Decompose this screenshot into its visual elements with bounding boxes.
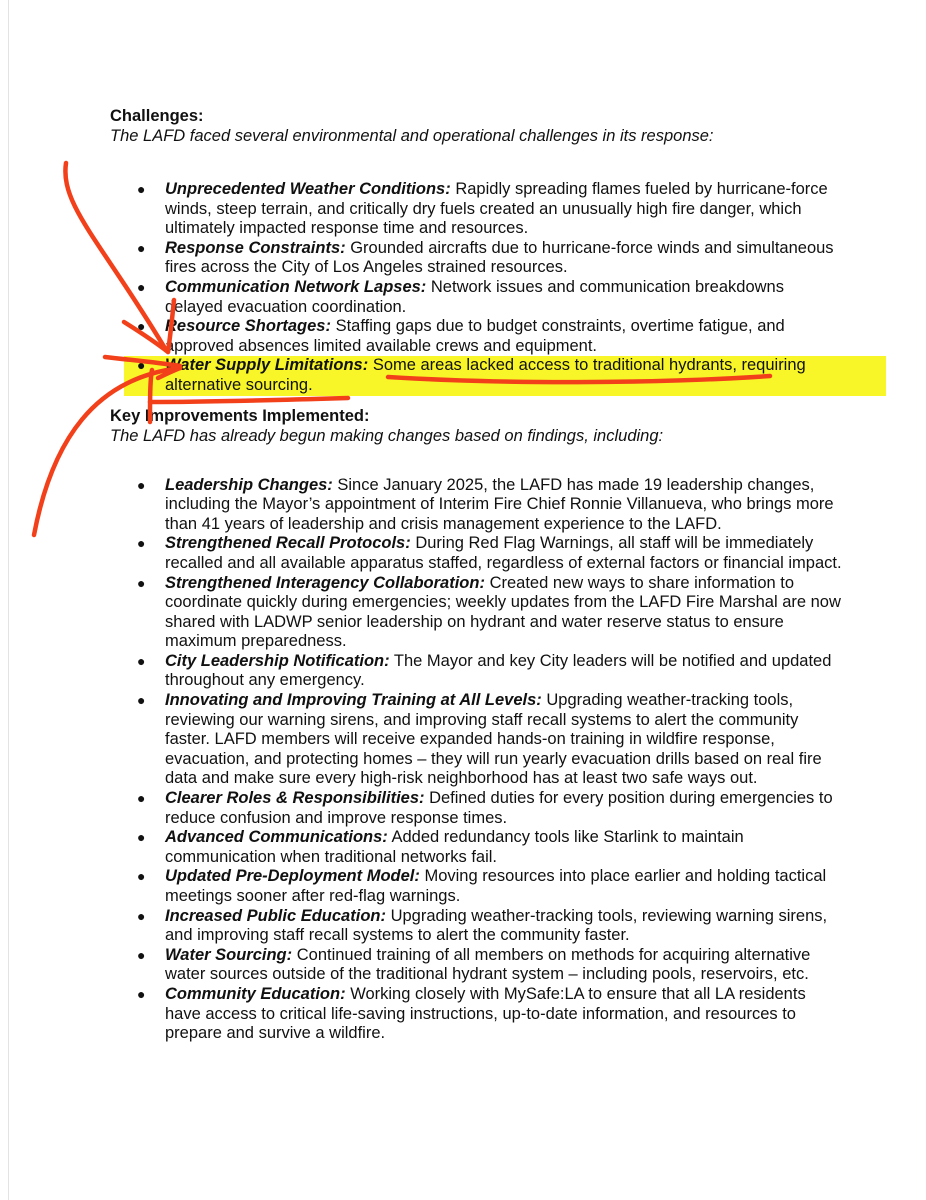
item-text: Upgrading weather-tracking tools, reviewing our warning sirens, and improving staff recall systems to alert the community faster. LAFD members will receive expanded hands-on training in wildfire response, evacuation, and protecting homes – they will run yearly evacuation drills based on real fire data and make sure every high-risk neighborhood has at least two safe ways out. [165, 691, 822, 788]
item-term: Leadership Changes: [165, 475, 333, 494]
item-term: Increased Public Education: [165, 906, 386, 925]
improvements-intro: The LAFD has already begun making changes based on findings, including: [110, 426, 664, 445]
improvement-item [110, 476, 846, 535]
bullet-icon: ● [137, 239, 146, 256]
challenge-item [110, 239, 846, 278]
improvement-item [110, 574, 846, 652]
item-text: Rapidly spreading flames fueled by hurricane-force winds, steep terrain, and critically dry fuels created an unusually high fire danger, which ultimately impacted response time and resources. [165, 180, 828, 238]
item-text: Some areas lacked access to traditional hydrants, requiring alternative sourcing. [165, 356, 806, 394]
item-text: Network issues and communication breakdowns delayed evacuation coordination. [165, 277, 784, 316]
improvement-item [110, 789, 846, 828]
bullet-icon: ● [137, 318, 146, 335]
item-term: Clearer Roles & Responsibilities: [165, 789, 425, 808]
improvement-item [110, 691, 846, 789]
improvements-list [110, 476, 846, 1044]
challenges-list [110, 180, 846, 396]
item-term: Innovating and Improving Training at All Levels: [165, 691, 542, 710]
improvement-item [110, 828, 846, 867]
document-page [110, 106, 846, 1044]
improvements-section [110, 406, 846, 1044]
item-term: Advanced Communications: [165, 828, 388, 847]
challenge-item [110, 278, 846, 317]
bullet-icon: ● [137, 790, 146, 807]
bullet-icon: ● [137, 946, 146, 963]
page-edge-line [8, 0, 9, 1200]
item-term: Unprecedented Weather Conditions: [165, 180, 451, 198]
item-term: Community Education: [165, 984, 346, 1003]
challenge-item [110, 180, 846, 239]
item-text: Moving resources into place earlier and holding tactical meetings sooner after red-flag warnings. [165, 867, 827, 905]
challenge-item [110, 317, 846, 356]
item-term: Response Constraints: [165, 238, 346, 257]
item-text: Added redundancy tools like Starlink to maintain communication when traditional networks fail. [165, 828, 744, 866]
bullet-icon: ● [137, 985, 146, 1002]
bullet-icon: ● [137, 278, 146, 295]
item-text: Upgrading weather-tracking tools, reviewing warning sirens, and improving staff recall systems to alert the community faster. [165, 906, 828, 945]
item-text: Continued training of all members on methods for acquiring alternative water sources outside of the traditional hydrant system – including pools, reservoirs, etc. [165, 945, 811, 984]
item-text: The Mayor and key City leaders will be notified and updated throughout any emergency. [165, 651, 832, 690]
improvement-item [110, 907, 846, 946]
improvement-item [110, 946, 846, 985]
item-text: During Red Flag Warnings, all staff will be immediately recalled and all available apparatus staffed, regardless of external factors or financial impact. [165, 534, 842, 572]
item-text: Staffing gaps due to budget constraints, overtime fatigue, and approved absences limited available crews and equipment. [165, 317, 785, 355]
item-term: Strengthened Recall Protocols: [165, 534, 411, 553]
item-text: Since January 2025, the LAFD has made 19 leadership changes, including the Mayor’s appointment of Interim Fire Chief Ronnie Villanueva, who brings more than 41 years of leadership and crisis management experience to the LAFD. [165, 475, 834, 533]
item-term: Resource Shortages: [165, 317, 331, 336]
bullet-icon: ● [137, 476, 146, 493]
challenge-item-highlighted [124, 356, 886, 395]
item-term: Updated Pre-Deployment Model: [165, 867, 420, 886]
bullet-icon: ● [137, 868, 146, 885]
item-term: City Leadership Notification: [165, 651, 390, 670]
item-text: Working closely with MySafe:LA to ensure that all LA residents have access to critical life-saving instructions, up-to-date information, and resources to prepare and survive a wildfire. [165, 984, 806, 1043]
bullet-icon: ● [137, 829, 146, 846]
item-text: Grounded aircrafts due to hurricane-force winds and simultaneous fires across the City of Los Angeles strained resources. [165, 238, 834, 277]
bullet-icon: ● [137, 692, 146, 709]
bullet-icon: ● [137, 357, 146, 374]
challenges-intro: The LAFD faced several environmental and operational challenges in its response: [110, 127, 714, 145]
item-term: Communication Network Lapses: [165, 277, 427, 296]
bullet-icon: ● [137, 652, 146, 669]
item-term: Water Sourcing: [165, 945, 293, 964]
bullet-icon: ● [137, 574, 146, 591]
improvements-heading: Key Improvements Implemented: [110, 406, 370, 425]
improvement-item [110, 534, 846, 573]
improvement-item [110, 652, 846, 691]
item-term: Water Supply Limitations: [165, 356, 369, 375]
improvement-item [110, 985, 846, 1044]
bullet-icon: ● [137, 535, 146, 552]
bullet-icon: ● [137, 907, 146, 924]
challenges-heading: Challenges: [110, 107, 204, 125]
item-text: Created new ways to share information to coordinate quickly during emergencies; weekly updates from the LAFD Fire Marshal are now shared with LADWP senior leadership on hydrant and water reserve status to ensure maximum preparedness. [165, 573, 841, 651]
item-term: Strengthened Interagency Collaboration: [165, 573, 485, 592]
item-text: Defined duties for every position during emergencies to reduce confusion and improve response times. [165, 789, 833, 827]
bullet-icon: ● [137, 181, 146, 197]
challenges-section [110, 106, 846, 396]
improvement-item [110, 867, 846, 906]
